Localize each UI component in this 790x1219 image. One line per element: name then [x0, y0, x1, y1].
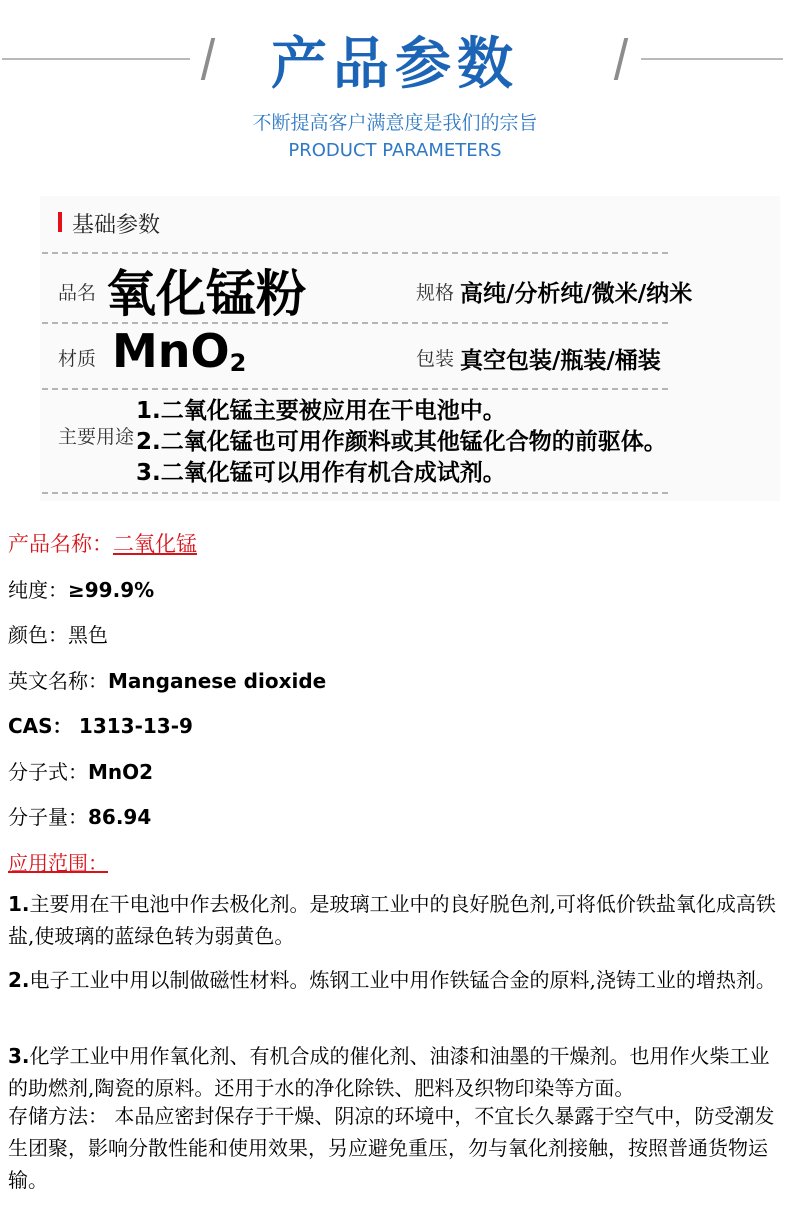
application-text: 主要用在干电池中作去极化剂。是玻璃工业中的良好脱色剂,可将低价铁盐氧化成高铁盐,使玻璃的蓝绿色转为弱黄色。 [8, 892, 776, 948]
formula-value: MnO2 [88, 760, 154, 784]
english-name-row [8, 665, 326, 694]
name-value: 氧化锰粉 [106, 265, 306, 323]
cas-row [8, 710, 193, 739]
application-item-3 [8, 1040, 783, 1104]
header-slogan: 不断提高客户满意度是我们的宗旨 [252, 112, 538, 134]
english-name-label: 英文名称： [8, 669, 108, 693]
material-value: MnO$_2$ [112, 324, 247, 378]
application-item-2 [8, 964, 783, 996]
package-value: 真空包装/瓶装/桶装 [460, 348, 661, 374]
section-title: 基础参数 [72, 213, 161, 238]
spec-label: 规格 [416, 282, 455, 304]
weight-row [8, 801, 151, 830]
application-text: 化学工业中用作氧化剂、有机合成的催化剂、油漆和油墨的干燥剂。也用作火柴工业的助燃剂,陶瓷的原料。还用于水的净化除铁、肥料及织物印染等方面。 [8, 1044, 770, 1100]
application-number: 3. [8, 1044, 30, 1068]
uses-label: 主要用途 [58, 426, 135, 448]
weight-value: 86.94 [88, 805, 152, 829]
weight-label: 分子量： [8, 805, 88, 829]
color-row [8, 619, 108, 648]
cas-label: CAS： [8, 714, 73, 738]
formula-label: 分子式： [8, 760, 88, 784]
name-label: 品名 [58, 282, 97, 304]
header-banner [0, 0, 790, 190]
header-divider-right [641, 58, 783, 60]
list-item: 1.二氧化锰主要被应用在干电池中。 [136, 398, 506, 424]
material-label: 材质 [58, 348, 97, 370]
list-item: 3.二氧化锰可以用作有机合成试剂。 [136, 460, 506, 486]
header-subtitle: PRODUCT PARAMETERS [288, 140, 502, 161]
divider [42, 492, 668, 494]
product-name-value: 二氧化锰 [113, 532, 197, 556]
package-label: 包装 [416, 348, 455, 370]
divider [42, 388, 668, 390]
color-value: 黑色 [68, 623, 108, 647]
basic-params-card [40, 196, 780, 501]
spec-value: 高纯/分析纯/微米/纳米 [460, 281, 693, 307]
page-title: 产品参数 [271, 32, 519, 97]
color-label: 颜色： [8, 623, 68, 647]
application-item-1 [8, 888, 783, 952]
product-name-label: 产品名称： [8, 532, 113, 556]
list-item: 2.二氧化锰也可用作颜料或其他锰化合物的前驱体。 [136, 429, 667, 455]
application-number: 2. [8, 968, 30, 992]
cas-value: 1313-13-9 [78, 714, 193, 738]
purity-value: ≥99.9% [68, 578, 155, 602]
english-name-value: Manganese dioxide [108, 669, 327, 693]
purity-row [8, 574, 154, 603]
scope-label: 应用范围： [8, 851, 108, 875]
application-number: 1. [8, 892, 30, 916]
uses-list [136, 396, 667, 489]
storage-method: 存储方法： 本品应密封保存于干燥、阴凉的环境中，不宜长久暴露于空气中，防受潮发生团聚，影响分散性能和使用效果，另应避免重压，勿与氧化剂接触，按照普通货物运输。 [8, 1104, 775, 1192]
purity-label: 纯度： [8, 578, 68, 602]
product-name-row [8, 528, 197, 558]
application-text: 电子工业中用以制做磁性材料。炼钢工业中用作铁锰合金的原料,浇铸工业的增热剂。 [29, 968, 776, 992]
formula-row [8, 756, 153, 785]
